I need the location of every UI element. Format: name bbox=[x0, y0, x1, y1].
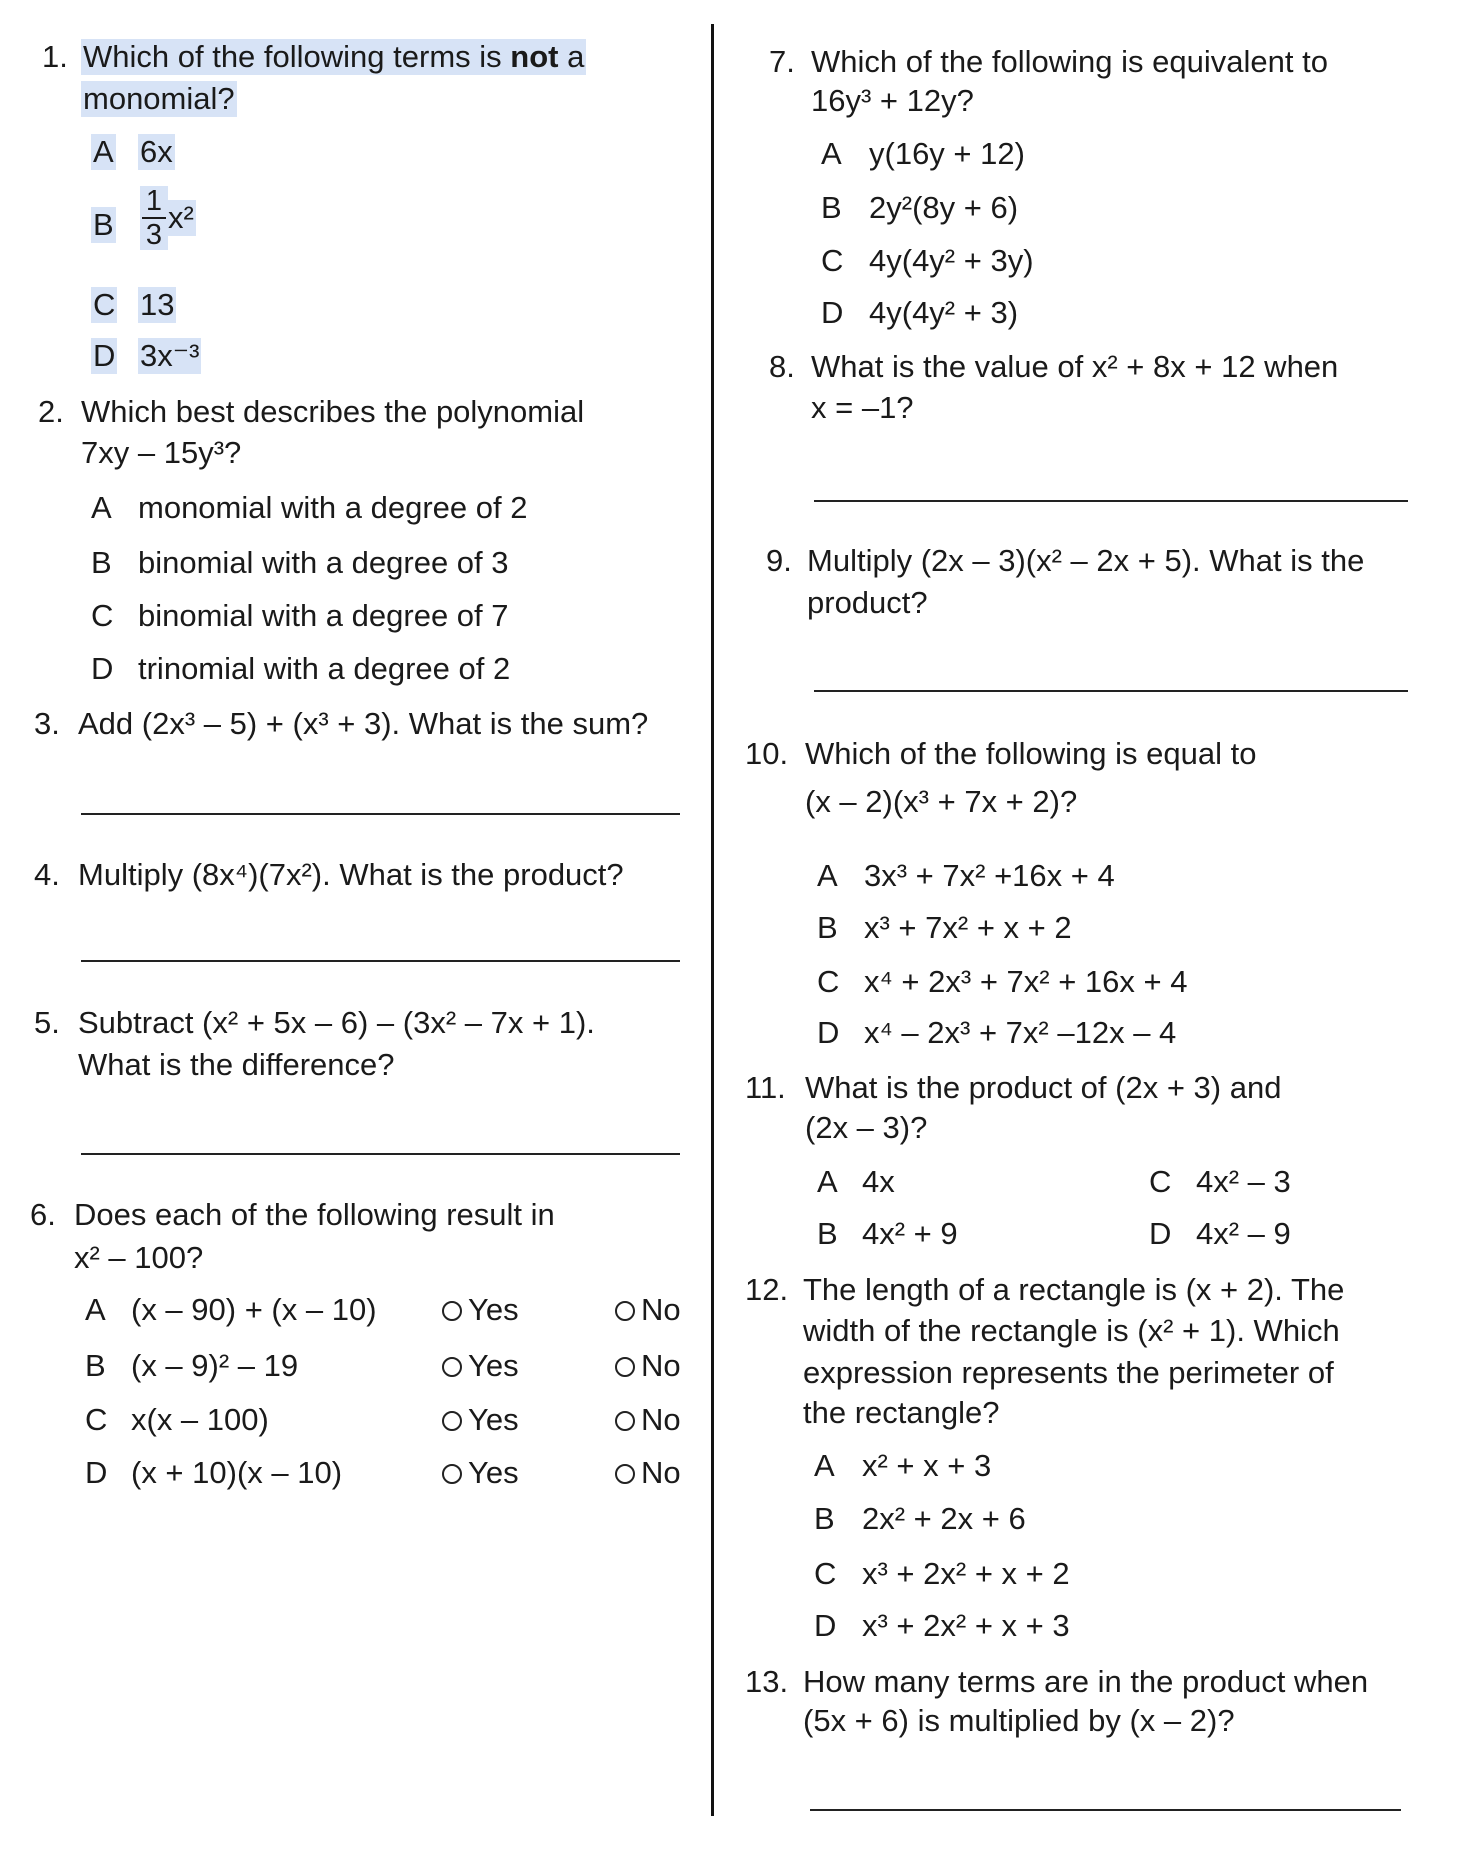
question-text: Does each of the following result in bbox=[74, 1197, 555, 1232]
denominator: 3 bbox=[145, 219, 163, 251]
option-letter: A bbox=[814, 1448, 835, 1483]
radio-circle-icon bbox=[442, 1301, 462, 1321]
question-text-line2: width of the rectangle is (x² + 1). Which bbox=[803, 1313, 1340, 1348]
yes-radio[interactable] bbox=[442, 1455, 519, 1491]
question-text bbox=[81, 39, 586, 75]
option-letter: B bbox=[93, 207, 114, 242]
question-text-part: Which of the following terms is bbox=[83, 39, 511, 74]
no-radio[interactable] bbox=[615, 1455, 681, 1491]
question-text: Which best describes the polynomial bbox=[81, 394, 585, 429]
question-text: How many terms are in the product when bbox=[803, 1664, 1369, 1699]
question-text: What is the product of (2x + 3) and bbox=[805, 1070, 1282, 1105]
option-text: y(16y + 12) bbox=[869, 136, 1025, 171]
option-letter: C bbox=[93, 287, 116, 322]
question-text-line2: 16y³ + 12y? bbox=[811, 83, 974, 118]
question-text: Which of the following is equal to bbox=[805, 736, 1257, 771]
question-text-line3: expression represents the perimeter of bbox=[803, 1355, 1334, 1390]
radio-circle-icon bbox=[442, 1357, 462, 1377]
radio-circle-icon bbox=[442, 1411, 462, 1431]
no-radio[interactable] bbox=[615, 1292, 681, 1328]
option-text: binomial with a degree of 3 bbox=[138, 545, 509, 580]
answer-line[interactable] bbox=[81, 960, 680, 962]
option-letter: D bbox=[1149, 1216, 1172, 1251]
option-text: x² + x + 3 bbox=[862, 1448, 992, 1483]
option-letter: D bbox=[93, 338, 116, 373]
question-number: 8. bbox=[769, 349, 795, 384]
question-text-line4: the rectangle? bbox=[803, 1395, 1000, 1430]
row-expression: (x + 10)(x – 10) bbox=[131, 1455, 343, 1490]
question-text-line2: 7xy – 15y³? bbox=[81, 435, 242, 470]
fraction bbox=[140, 186, 168, 250]
question-number: 9. bbox=[766, 543, 792, 578]
question-number: 12. bbox=[745, 1272, 789, 1307]
row-letter: C bbox=[85, 1402, 108, 1437]
answer-line[interactable] bbox=[81, 1153, 680, 1155]
radio-circle-icon bbox=[615, 1301, 635, 1321]
question-text: The length of a rectangle is (x + 2). The bbox=[803, 1272, 1345, 1307]
radio-circle-icon bbox=[615, 1464, 635, 1484]
question-text: Subtract (x² + 5x – 6) – (3x² – 7x + 1). bbox=[78, 1005, 595, 1040]
no-label: No bbox=[641, 1402, 681, 1437]
option-text: x³ + 2x² + x + 3 bbox=[862, 1608, 1070, 1643]
question-text-line2: (x – 2)(x³ + 7x + 2)? bbox=[805, 784, 1078, 819]
option-letter: A bbox=[821, 136, 842, 171]
question-text-line2: monomial? bbox=[83, 81, 235, 116]
option-letter: B bbox=[817, 1216, 838, 1251]
question-number: 4. bbox=[34, 857, 60, 892]
option-text: 4x bbox=[862, 1164, 895, 1199]
option-text: trinomial with a degree of 2 bbox=[138, 651, 511, 686]
yes-label: Yes bbox=[468, 1348, 519, 1383]
question-number: 6. bbox=[30, 1197, 56, 1232]
question-text: Multiply (2x – 3)(x² – 2x + 5). What is the bbox=[807, 543, 1365, 578]
answer-line[interactable] bbox=[814, 690, 1408, 692]
radio-circle-icon bbox=[615, 1357, 635, 1377]
question-number: 11. bbox=[745, 1070, 786, 1105]
option-text: 2y²(8y + 6) bbox=[869, 190, 1019, 225]
question-number: 3. bbox=[34, 706, 60, 741]
question-text-part: a bbox=[558, 39, 585, 74]
option-letter: A bbox=[817, 858, 838, 893]
question-text: What is the value of x² + 8x + 12 when bbox=[811, 349, 1339, 384]
row-letter: A bbox=[85, 1292, 106, 1327]
option-text: x³ + 2x² + x + 2 bbox=[862, 1556, 1070, 1591]
question-text-line2: x² – 100? bbox=[74, 1240, 204, 1275]
yes-radio[interactable] bbox=[442, 1402, 519, 1438]
option-letter: D bbox=[817, 1015, 840, 1050]
option-letter: C bbox=[821, 243, 844, 278]
question-text-line2: product? bbox=[807, 585, 928, 620]
option-letter: C bbox=[1149, 1164, 1172, 1199]
option-text: 3x⁻³ bbox=[140, 338, 200, 373]
answer-line[interactable] bbox=[810, 1809, 1401, 1811]
option-text: 4y(4y² + 3) bbox=[869, 295, 1019, 330]
option-letter: A bbox=[817, 1164, 838, 1199]
option-text: monomial with a degree of 2 bbox=[138, 490, 528, 525]
yes-radio[interactable] bbox=[442, 1292, 519, 1328]
option-letter: B bbox=[814, 1501, 835, 1536]
yes-label: Yes bbox=[468, 1455, 519, 1490]
question-number: 5. bbox=[34, 1005, 60, 1040]
question-number: 13. bbox=[745, 1664, 789, 1699]
question-text: Which of the following is equivalent to bbox=[811, 44, 1328, 79]
row-letter: D bbox=[85, 1455, 108, 1490]
option-letter: A bbox=[91, 490, 112, 525]
radio-circle-icon bbox=[615, 1411, 635, 1431]
no-radio[interactable] bbox=[615, 1348, 681, 1384]
question-number: 10. bbox=[745, 736, 789, 771]
question-number: 2. bbox=[38, 394, 64, 429]
row-expression: (x – 9)² – 19 bbox=[131, 1348, 299, 1383]
option-text: 6x bbox=[140, 134, 173, 169]
question-text-line2: What is the difference? bbox=[78, 1047, 395, 1082]
option-text: x³ + 7x² + x + 2 bbox=[864, 910, 1072, 945]
option-text: binomial with a degree of 7 bbox=[138, 598, 509, 633]
question-number: 1. bbox=[42, 39, 68, 74]
option-text: 4x² + 9 bbox=[862, 1216, 958, 1251]
yes-label: Yes bbox=[468, 1402, 519, 1437]
option-letter: D bbox=[821, 295, 844, 330]
question-text-line2: x = –1? bbox=[811, 390, 914, 425]
question-text: Multiply (8x⁴)(7x²). What is the product? bbox=[78, 857, 624, 892]
option-text: 4x² – 9 bbox=[1196, 1216, 1291, 1251]
no-radio[interactable] bbox=[615, 1402, 681, 1438]
option-text: 2x² + 2x + 6 bbox=[862, 1501, 1026, 1536]
option-letter: C bbox=[817, 964, 840, 999]
option-letter: A bbox=[93, 134, 114, 169]
answer-line[interactable] bbox=[81, 813, 680, 815]
option-letter: B bbox=[91, 545, 112, 580]
question-text-line2: (2x – 3)? bbox=[805, 1110, 928, 1145]
option-letter: C bbox=[814, 1556, 837, 1591]
option-text: 13 bbox=[140, 287, 175, 322]
no-label: No bbox=[641, 1348, 681, 1383]
option-letter: C bbox=[91, 598, 114, 633]
question-text-line2: (5x + 6) is multiplied by (x – 2)? bbox=[803, 1703, 1235, 1738]
option-text: 4x² – 3 bbox=[1196, 1164, 1291, 1199]
yes-radio[interactable] bbox=[442, 1348, 519, 1384]
question-text: Add (2x³ – 5) + (x³ + 3). What is the sum? bbox=[78, 706, 649, 741]
row-expression: (x – 90) + (x – 10) bbox=[131, 1292, 377, 1327]
option-text: x⁴ – 2x³ + 7x² –12x – 4 bbox=[864, 1015, 1177, 1050]
option-text: x² bbox=[168, 200, 194, 235]
option-letter: B bbox=[817, 910, 838, 945]
no-label: No bbox=[641, 1292, 681, 1327]
option-letter: B bbox=[821, 190, 842, 225]
radio-circle-icon bbox=[442, 1464, 462, 1484]
emphasis-not: not bbox=[510, 39, 559, 74]
yes-label: Yes bbox=[468, 1292, 519, 1327]
option-text: 4y(4y² + 3y) bbox=[869, 243, 1034, 278]
option-text: x⁴ + 2x³ + 7x² + 16x + 4 bbox=[864, 964, 1188, 999]
row-letter: B bbox=[85, 1348, 106, 1383]
row-expression: x(x – 100) bbox=[131, 1402, 269, 1437]
numerator: 1 bbox=[145, 185, 163, 217]
no-label: No bbox=[641, 1455, 681, 1490]
question-number: 7. bbox=[769, 44, 795, 79]
option-letter: D bbox=[814, 1608, 837, 1643]
option-text: 3x³ + 7x² +16x + 4 bbox=[864, 858, 1115, 893]
answer-line[interactable] bbox=[814, 500, 1408, 502]
option-letter: D bbox=[91, 651, 114, 686]
column-divider bbox=[711, 24, 714, 1816]
